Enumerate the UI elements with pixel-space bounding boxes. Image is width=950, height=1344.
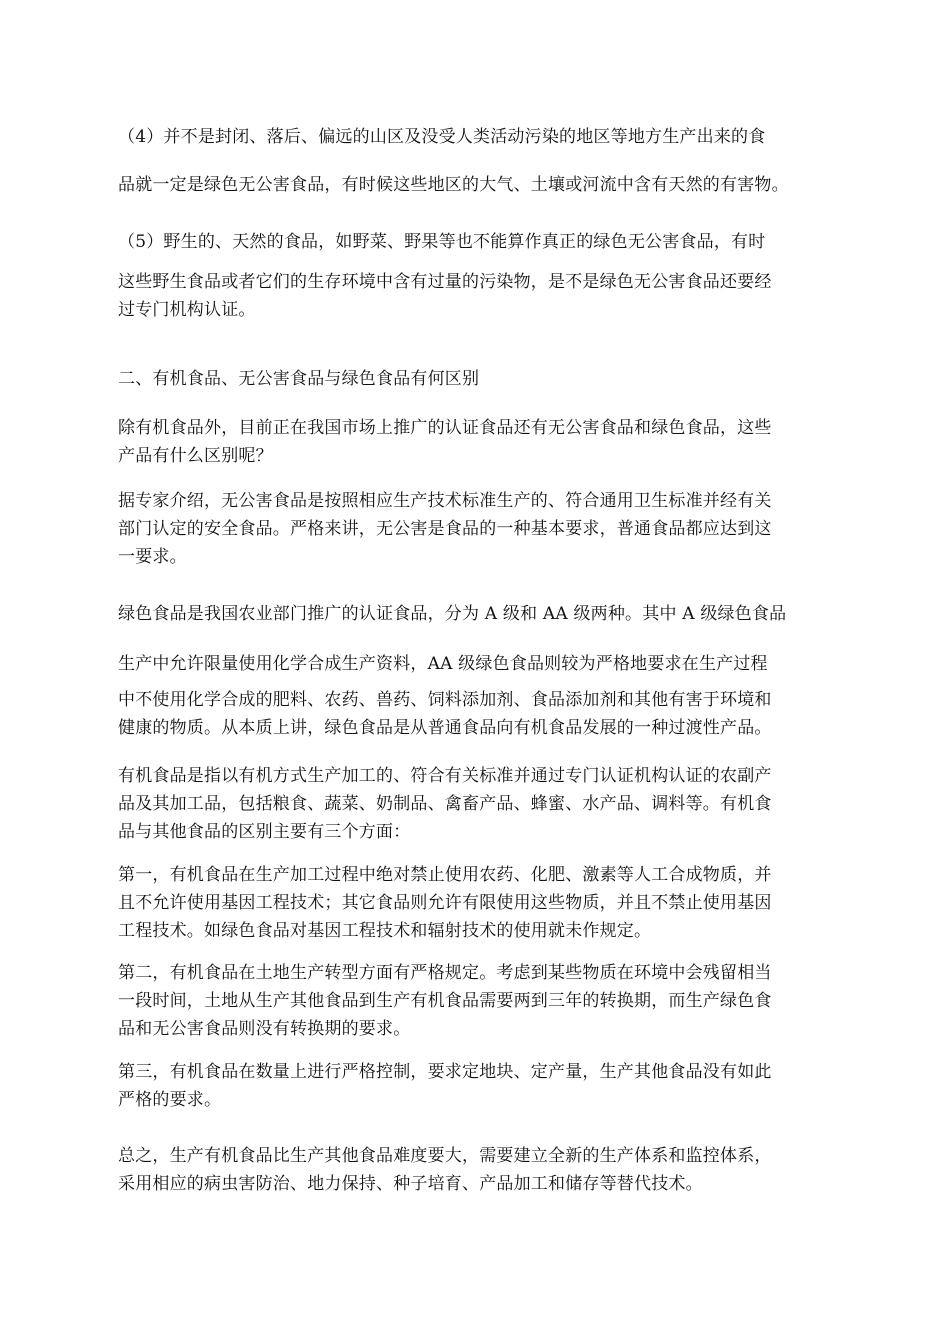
text-line: 第一，有机食品在生产加工过程中绝对禁止使用农药、化肥、激素等人工合成物质，并 — [118, 865, 772, 885]
text-line: 健康的物质。从本质上讲，绿色食品是从普通食品向有机食品发展的一种过渡性产品。 — [118, 718, 772, 738]
text-line: 一要求。 — [118, 547, 187, 567]
paragraph-youji — [118, 761, 848, 842]
paragraph-lvse — [118, 599, 848, 738]
paragraph-summary — [118, 1141, 848, 1194]
paragraph-second — [118, 958, 848, 1039]
text-line: 据专家介绍，无公害食品是按照相应生产技术标准生产的、符合通用卫生标准并经有关 — [118, 491, 772, 511]
paragraph-4 — [118, 122, 848, 195]
text-line: 中不使用化学合成的肥料、农药、兽药、饲料添加剂、食品添加剂和其他有害于环境和 — [118, 690, 772, 710]
text-line: 总之，生产有机食品比生产其他食品难度要大，需要建立全新的生产体系和监控体系， — [118, 1146, 772, 1166]
text-line: 一段时间，土地从生产其他食品到生产有机食品需要两到三年的转换期，而生产绿色食 — [118, 991, 772, 1011]
text-line: 品与其他食品的区别主要有三个方面： — [118, 822, 411, 842]
text-line: 绿色食品是我国农业部门推广的认证食品，分为 A 级和 AA 级两种。其中 A 级绿色食品 — [118, 604, 787, 624]
paragraph-intro — [118, 413, 848, 466]
paragraph-first — [118, 860, 848, 941]
text-line: 过专门机构认证。 — [118, 300, 256, 320]
text-line: 生产中允许限量使用化学合成生产资料，AA 级绿色食品则较为严格地要求在生产过程 — [118, 654, 768, 674]
text-line: 品就一定是绿色无公害食品，有时候这些地区的大气、土壤或河流中含有天然的有害物。 — [118, 175, 789, 195]
paragraph-5 — [118, 227, 848, 320]
text-line: （4）并不是封闭、落后、偏远的山区及没受人类活动污染的地区等地方生产出来的食 — [118, 127, 766, 147]
paragraph-wugonghai — [118, 486, 848, 567]
text-line: 且不允许使用基因工程技术；其它食品则允许有限使用这些物质，并且不禁止使用基因 — [118, 893, 772, 913]
text-line: 第三，有机食品在数量上进行严格控制，要求定地块、定产量，生产其他食品没有如此 — [118, 1062, 772, 1082]
text-line: 工程技术。如绿色食品对基因工程技术和辐射技术的使用就未作规定。 — [118, 921, 652, 941]
text-line: 这些野生食品或者它们的生存环境中含有过量的污染物，是不是绿色无公害食品还要经 — [118, 272, 772, 292]
section-heading — [118, 364, 848, 389]
text-line: 部门认定的安全食品。严格来讲，无公害是食品的一种基本要求，普通食品都应达到这 — [118, 519, 772, 539]
text-line: 第二，有机食品在土地生产转型方面有严格规定。考虑到某些物质在环境中会残留相当 — [118, 963, 772, 983]
text-line: 除有机食品外，目前正在我国市场上推广的认证食品还有无公害食品和绿色食品，这些 — [118, 418, 772, 438]
text-line: 品和无公害食品则没有转换期的要求。 — [118, 1019, 411, 1039]
text-line: 品及其加工品，包括粮食、蔬菜、奶制品、禽畜产品、蜂蜜、水产品、调料等。有机食 — [118, 794, 772, 814]
text-line: 产品有什么区别呢？ — [118, 446, 273, 466]
text-line: 严格的要求。 — [118, 1090, 222, 1110]
text-line: （5）野生的、天然的食品，如野菜、野果等也不能算作真正的绿色无公害食品，有时 — [118, 232, 766, 252]
paragraph-third — [118, 1057, 848, 1110]
text-line: 有机食品是指以有机方式生产加工的、符合有关标准并通过专门认证机构认证的农副产 — [118, 766, 772, 786]
section-title: 二、有机食品、无公害食品与绿色食品有何区别 — [118, 369, 480, 389]
text-line: 采用相应的病虫害防治、地力保持、种子培育、产品加工和储存等替代技术。 — [118, 1174, 703, 1194]
